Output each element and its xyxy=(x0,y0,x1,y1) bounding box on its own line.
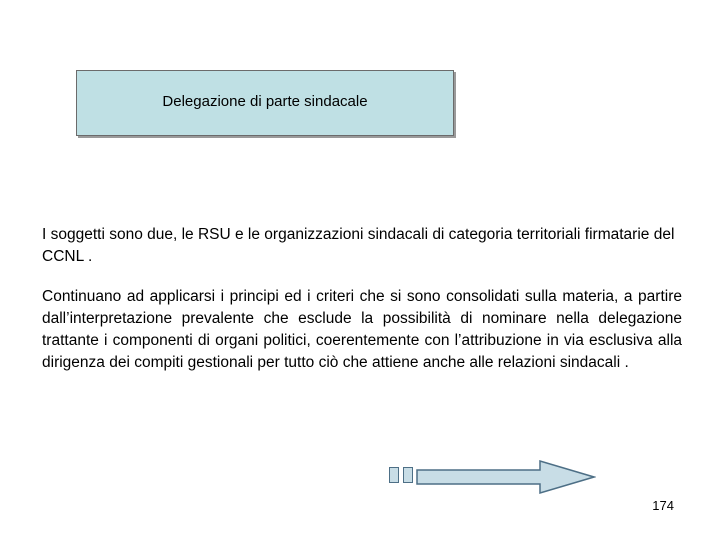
paragraph-subjects xyxy=(42,224,682,268)
para1-seg-2: e le organizzazioni sindacali di categoria territoriali firmatarie del xyxy=(230,226,675,243)
para1-seg-4: . xyxy=(83,248,93,265)
page-number: 174 xyxy=(652,498,674,513)
para1-rsu: RSU xyxy=(197,226,231,243)
nav-squares xyxy=(389,467,413,483)
title-text: Delegazione di parte sindacale xyxy=(162,92,368,110)
para2-part2: , coerentemente con l’attribuzione in via esclusiva alla dirigenza dei compiti gestionali per tutto ciò che attiene anche alle relazioni sindacali . xyxy=(42,332,683,371)
title-box xyxy=(76,70,454,136)
right-arrow-icon[interactable] xyxy=(416,460,596,494)
paragraph-principles xyxy=(42,286,682,374)
para2-part1: Continuano ad applicarsi i principi ed i criteri che si sono consolidati sulla materia, a partire dall’interpretazione prevalente che xyxy=(42,288,682,327)
para1-ccnl: CCNL xyxy=(42,248,84,265)
para1-seg-0: I soggetti sono due, le xyxy=(42,226,198,243)
nav-square-icon[interactable] xyxy=(403,467,413,483)
para2-emphasis: esclude la possibilità di nominare nella delegazione trattante i componenti di organi politici xyxy=(42,310,683,349)
nav-square-icon[interactable] xyxy=(389,467,399,483)
